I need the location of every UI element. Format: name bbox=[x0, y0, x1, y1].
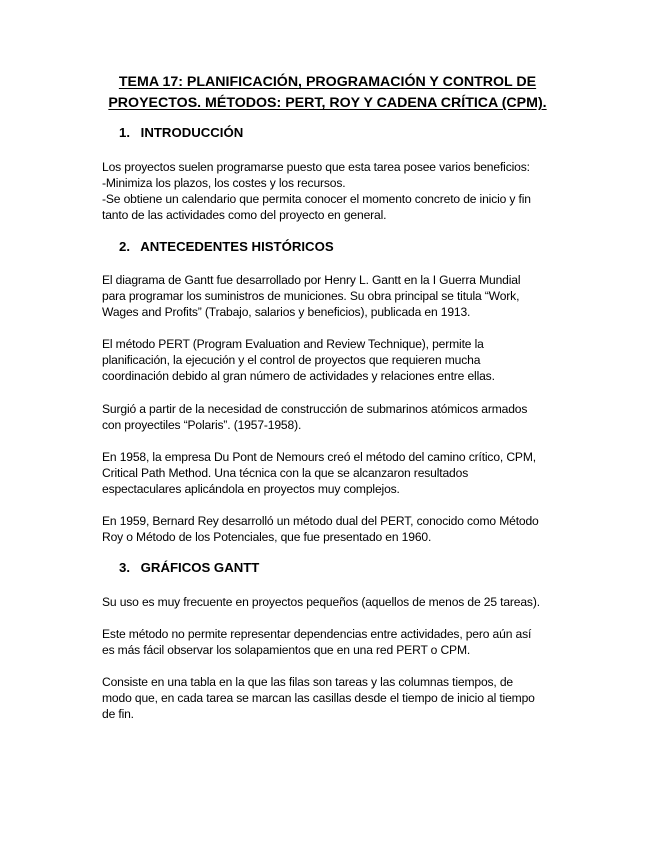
section-number: 1. bbox=[119, 125, 130, 140]
section-heading-text: INTRODUCCIÓN bbox=[140, 125, 244, 140]
paragraph bbox=[102, 449, 572, 497]
section-heading-text: GRÁFICOS GANTT bbox=[140, 560, 260, 575]
paragraph-line: Consiste en una tabla en la que las filas son tareas y las columnas tiempos, de bbox=[102, 675, 514, 689]
paragraph-line: tanto de las actividades como del proyecto en general. bbox=[102, 208, 387, 222]
paragraph-line: con proyectiles “Polaris”. (1957-1958). bbox=[102, 418, 302, 432]
section-heading-antecedentes bbox=[119, 238, 334, 256]
section-heading-introduccion bbox=[119, 124, 243, 142]
section-heading-graficos-gantt bbox=[119, 559, 259, 577]
section-number: 2. bbox=[119, 239, 130, 254]
paragraph-line: es más fácil observar los solapamientos que en una red PERT o CPM. bbox=[102, 643, 471, 657]
paragraph-line: Su uso es muy frecuente en proyectos pequeños (aquellos de menos de 25 tareas). bbox=[102, 595, 540, 609]
paragraph bbox=[102, 272, 572, 320]
paragraph-line: Wages and Profits” (Trabajo, salarios y beneficios), publicada en 1913. bbox=[102, 305, 471, 319]
paragraph-line: -Se obtiene un calendario que permita conocer el momento concreto de inicio y fin bbox=[102, 192, 531, 206]
paragraph-line: planificación, la ejecución y el control de proyectos que requieren mucha bbox=[102, 353, 481, 367]
paragraph-line: Los proyectos suelen programarse puesto que esta tarea posee varios beneficios: bbox=[102, 160, 530, 174]
paragraph bbox=[102, 401, 572, 433]
paragraph-line: -Minimiza los plazos, los costes y los recursos. bbox=[102, 176, 346, 190]
paragraph bbox=[102, 626, 572, 658]
paragraph-line: El diagrama de Gantt fue desarrollado por Henry L. Gantt en la I Guerra Mundial bbox=[102, 273, 521, 287]
paragraph-line: Roy o Método de los Potenciales, que fue presentado en 1960. bbox=[102, 530, 432, 544]
paragraph bbox=[102, 159, 572, 223]
paragraph-line: coordinación debido al gran número de actividades y relaciones entre ellas. bbox=[102, 369, 495, 383]
paragraph bbox=[102, 594, 572, 610]
paragraph bbox=[102, 674, 572, 722]
paragraph-line: modo que, en cada tarea se marcan las casillas desde el tiempo de inicio al tiempo bbox=[102, 691, 535, 705]
paragraph-line: de fin. bbox=[102, 707, 134, 721]
title-line: TEMA 17: PLANIFICACIÓN, PROGRAMACIÓN Y CONTROL DE bbox=[118, 74, 537, 90]
paragraph-line: Critical Path Method. Una técnica con la que se alcanzaron resultados bbox=[102, 466, 469, 480]
paragraph-line: Este método no permite representar dependencias entre actividades, pero aún así bbox=[102, 627, 532, 641]
paragraph-line: Surgió a partir de la necesidad de construcción de submarinos atómicos armados bbox=[102, 402, 528, 416]
paragraph bbox=[102, 336, 572, 384]
paragraph-line: para programar los suministros de municiones. Su obra principal se titula “Work, bbox=[102, 289, 520, 303]
title-line: PROYECTOS. MÉTODOS: PERT, ROY Y CADENA CRÍTICA (CPM). bbox=[108, 95, 547, 111]
paragraph-line: espectaculares aplicándola en proyectos muy complejos. bbox=[102, 482, 400, 496]
section-number: 3. bbox=[119, 560, 130, 575]
paragraph bbox=[102, 513, 572, 545]
document-title bbox=[60, 72, 595, 114]
paragraph-line: En 1958, la empresa Du Pont de Nemours creó el método del camino crítico, CPM, bbox=[102, 450, 536, 464]
section-heading-text: ANTECEDENTES HISTÓRICOS bbox=[140, 239, 334, 254]
paragraph-line: El método PERT (Program Evaluation and Review Technique), permite la bbox=[102, 337, 484, 351]
paragraph-line: En 1959, Bernard Rey desarrolló un método dual del PERT, conocido como Método bbox=[102, 514, 539, 528]
